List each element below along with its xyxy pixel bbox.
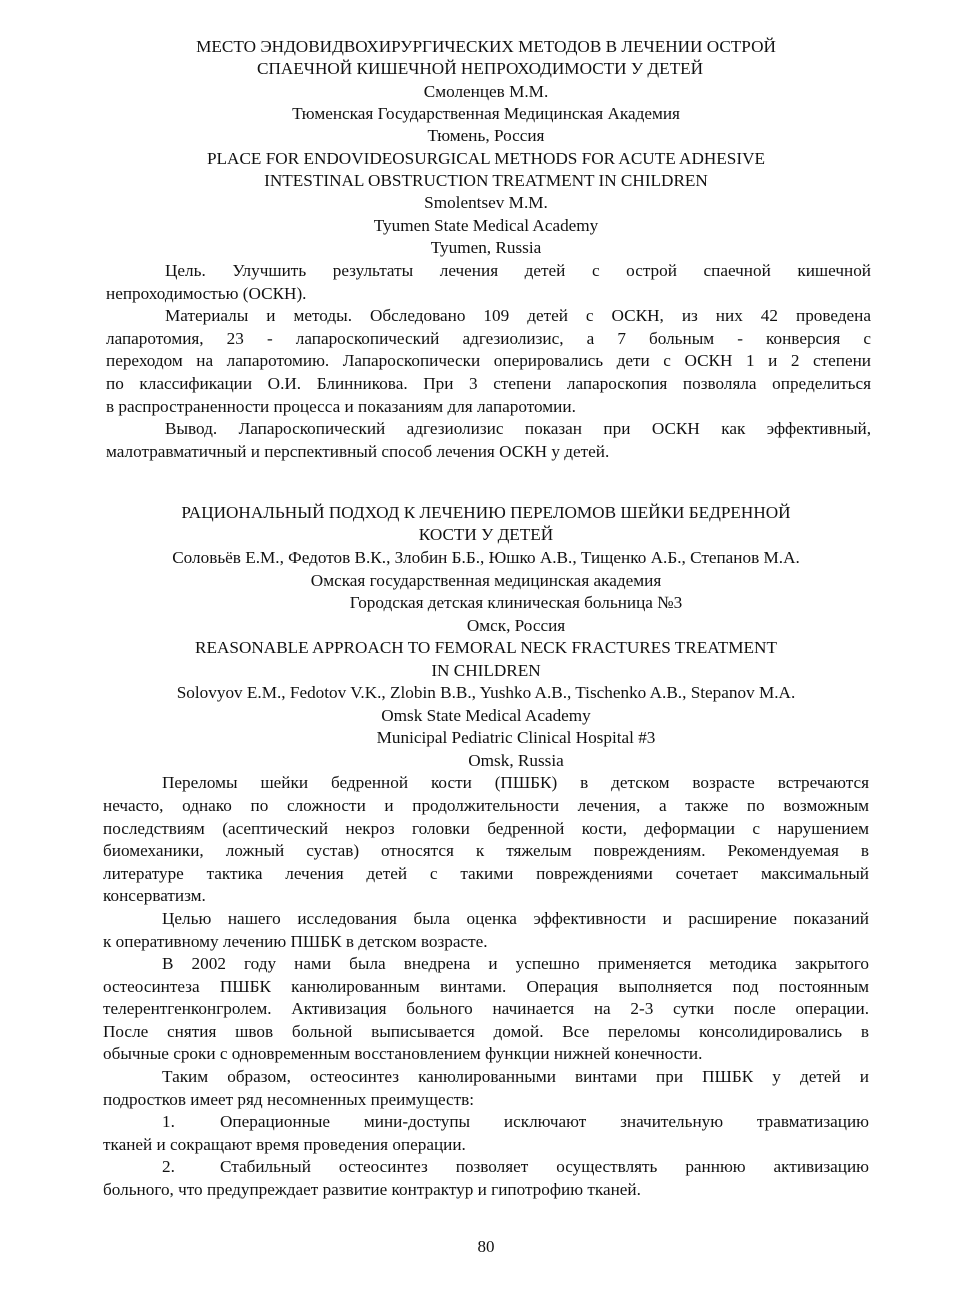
article2-p2-line1: Целью нашего исследования была оценка эффективности и расширение показаний [162, 909, 869, 928]
article2-title-ru-line1: РАЦИОНАЛЬНЫЙ ПОДХОД К ЛЕЧЕНИЮ ПЕРЕЛОМОВ ШЕЙКИ БЕДРЕННОЙ [181, 503, 791, 522]
article1-city-ru: Тюмень, Россия [427, 126, 545, 145]
article1-city-en: Tyumen, Russia [430, 238, 542, 257]
article1-p3-line2: малотравматичный и перспективный способ лечения ОСКН у детей. [106, 442, 610, 461]
list-item-1-line1: Операционные мини-доступы исключают значительную травматизацию [220, 1112, 869, 1131]
page-number: 80 [477, 1237, 495, 1256]
article2-p1-line4: биомеханики, ложный сустав) относятся к тяжелым повреждениям. Рекомендуемая в [103, 841, 869, 860]
article2-p1-line2: нечасто, однако по сложности и продолжительности лечения, а также по возможным [103, 796, 869, 815]
article2-title-ru-line2: КОСТИ У ДЕТЕЙ [418, 525, 554, 544]
article1-title-en-line2: INTESTINAL OBSTRUCTION TREATMENT IN CHILDREN [264, 171, 708, 190]
article1-p3-line1: Вывод. Лапароскопический адгезиолизис показан при ОСКН как эффективный, [165, 419, 871, 438]
article2-affiliation-en-line2: Municipal Pediatric Clinical Hospital #3 [376, 728, 656, 747]
article1-affiliation-en: Tyumen State Medical Academy [373, 216, 599, 235]
article2-p1-line1: Переломы шейки бедренной кости (ПШБК) в детском возрасте встречаются [162, 773, 869, 792]
article2-city-en: Omsk, Russia [468, 751, 564, 770]
article1-author-en: Smolentsev M.M. [424, 193, 548, 212]
article1-p2-line3: переходом на лапаротомию. Лапароскопически оперировались дети с ОСКН 1 и 2 степени [106, 351, 871, 370]
article2-p3-line5: обычные сроки с одновременным восстановлением функции нижней конечности. [103, 1044, 703, 1063]
article2-p4-line1: Таким образом, остеосинтез канюлированными винтами при ПШБК у детей и [162, 1067, 869, 1086]
article2-p1-line5: литературе тактика лечения детей с такими повреждениями сочетает максимальный [103, 864, 869, 883]
article2-p2-line2: к оперативному лечению ПШБК в детском возрасте. [103, 932, 488, 951]
list-item-2-number: 2. [162, 1157, 175, 1176]
article1-p2-line1: Материалы и методы. Обследовано 109 детей с ОСКН, из них 42 проведена [165, 306, 871, 325]
article2-p1-line3: последствиям (асептический некроз головки бедренной кости, деформации с нарушением [103, 819, 869, 838]
article2-p3-line2: остеосинтеза ПШБК канюлированным винтами. Операция выполняется под постоянным [103, 977, 869, 996]
list-item-1-number: 1. [162, 1112, 175, 1131]
article2-p3-line1: В 2002 году нами была внедрена и успешно применяется методика закрытого [162, 954, 869, 973]
article1-title-ru-line2: СПАЕЧНОЙ КИШЕЧНОЙ НЕПРОХОДИМОСТИ У ДЕТЕЙ [257, 59, 703, 78]
article2-city-ru: Омск, Россия [466, 616, 566, 635]
article2-title-en-line2: IN CHILDREN [431, 661, 541, 680]
article1-p2-line4: по классификации О.И. Блинникова. При 3 степени лапароскопия позволяла определиться [106, 374, 871, 393]
article1-title-ru-line1: МЕСТО ЭНДОВИДВОХИРУРГИЧЕСКИХ МЕТОДОВ В ЛЕЧЕНИИ ОСТРОЙ [196, 37, 776, 56]
list-item-2-line1: Стабильный остеосинтез позволяет осуществлять раннюю активизацию [220, 1157, 869, 1176]
article2-authors-en: Solovyov E.M., Fedotov V.K., Zlobin B.B., Yushko A.B., Tischenko A.B., Stepanov M.A. [176, 683, 796, 702]
article2-affiliation-ru-line1: Омская государственная медицинская академия [310, 571, 662, 590]
article1-p2-line2: лапаротомия, 23 - лапароскопический адгезиолизис, а 7 больным - конверсия с [106, 329, 871, 348]
article2-affiliation-en-line1: Omsk State Medical Academy [381, 706, 591, 725]
article2-p3-line4: После снятия швов больной выписывается домой. Все переломы консолидировались в [103, 1022, 869, 1041]
article2-authors-ru: Соловьёв Е.М., Федотов В.К., Злобин Б.Б., Юшко А.В., Тищенко А.Б., Степанов М.А. [172, 548, 800, 567]
article1-p1-line1: Цель. Улучшить результаты лечения детей с острой спаечной кишечной [165, 261, 871, 280]
article2-p4-line2: подростков имеет ряд несомненных преимуществ: [103, 1090, 475, 1109]
article1-author-ru: Смоленцев М.М. [423, 82, 549, 101]
article2-title-en-line1: REASONABLE APPROACH TO FEMORAL NECK FRACTURES TREATMENT [195, 638, 777, 657]
article1-p1-line2: непроходимостью (ОСКН). [106, 284, 307, 303]
list-item-2-line2: больного, что предупреждает развитие контрактур и гипотрофию тканей. [103, 1180, 641, 1199]
article1-affiliation-ru: Тюменская Государственная Медицинская Академия [292, 104, 680, 123]
article2-p1-line6: консерватизм. [103, 886, 206, 905]
article1-p2-line5: в распространенности процесса и показаниям для лапаротомии. [106, 397, 576, 416]
list-item-1-line2: тканей и сокращают время проведения операции. [103, 1135, 466, 1154]
article1-title-en-line1: PLACE FOR ENDOVIDEOSURGICAL METHODS FOR ACUTE ADHESIVE [207, 149, 765, 168]
article2-p3-line3: телерентгенконгролем. Активизация больного начинается на 2-3 сутки после операции. [103, 999, 869, 1018]
article2-affiliation-ru-line2: Городская детская клиническая больница №3 [349, 593, 683, 612]
